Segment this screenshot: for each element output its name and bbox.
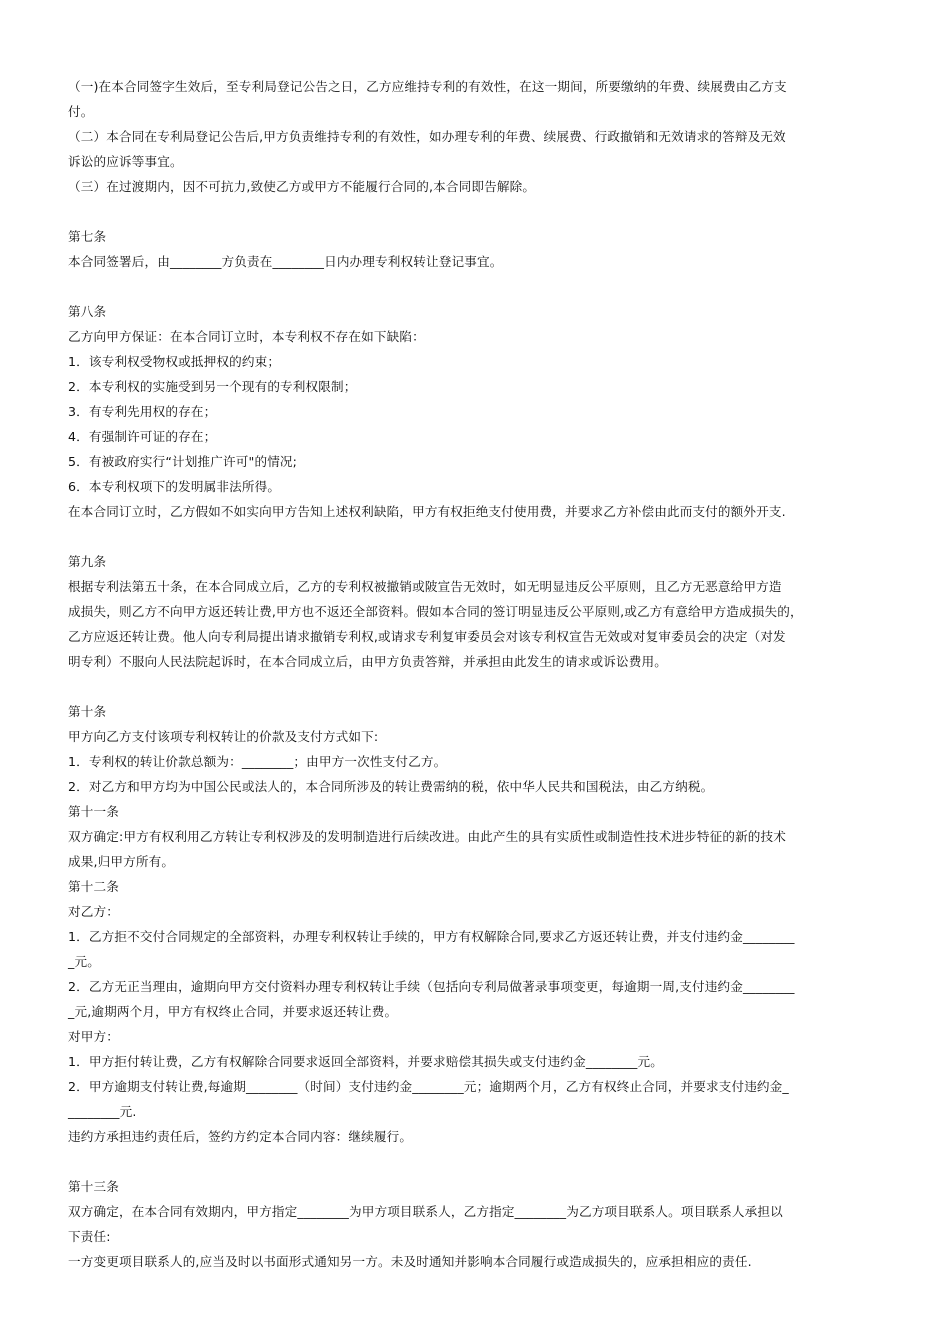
blank-line — [68, 274, 890, 299]
text-line: 第十三条 — [68, 1179, 119, 1194]
text-line: 1．专利权的转让价款总额为：________；由甲方一次性支付乙方。 — [68, 754, 447, 769]
text-line: 本合同签署后，由________方负责在________日内办理专利权转让登记事宜。 — [68, 254, 503, 269]
text-line: （二）本合同在专利局登记公告后,甲方负责维持专利的有效性，如办理专利的年费、续展费、行政撤销和无效请求的答辩及无效 — [68, 129, 786, 144]
text-line: 双方确定，在本合同有效期内，甲方指定________为甲方项目联系人，乙方指定________为乙方项目联系人。项目联系人承担以 — [68, 1204, 783, 1219]
text-line: （一)在本合同签字生效后，至专利局登记公告之日，乙方应维持专利的有效性，在这一期间，所要缴纳的年费、续展费由乙方支 — [68, 79, 787, 94]
text-line: 5．有被政府实行“计划推广许可"的情况; — [68, 454, 298, 469]
text-line: 双方确定:甲方有权利用乙方转让专利权涉及的发明制造进行后续改进。由此产生的具有实质性或制造性技术进步特征的新的技术 — [68, 829, 787, 844]
text-line: _元,逾期两个月，甲方有权终止合同，并要求返还转让费。 — [68, 1004, 398, 1019]
text-line: 乙方向甲方保证：在本合同订立时，本专利权不存在如下缺陷： — [68, 329, 425, 344]
contract-page — [68, 74, 890, 1274]
text-line: 对乙方： — [68, 904, 119, 919]
text-line: 违约方承担违约责任后，签约方约定本合同内容：继续履行。 — [68, 1129, 413, 1144]
text-line: 明专利）不服向人民法院起诉时，在本合同成立后，由甲方负责答辩，并承担由此发生的请求或诉讼费用。 — [68, 654, 667, 669]
text-line: 第八条 — [68, 304, 107, 319]
text-line: 诉讼的应诉等事宜。 — [68, 154, 183, 169]
text-line: 3．有专利先用权的存在； — [68, 404, 217, 419]
text-line: 2．乙方无正当理由，逾期向甲方交付资料办理专利权转让手续（包括向专利局做著录事项变更，每逾期一周,支付违约金________ — [68, 979, 795, 994]
text-line: 1．甲方拒付转让费，乙方有权解除合同要求返回全部资料，并要求赔偿其损失或支付违约金________元。 — [68, 1054, 663, 1069]
text-line: 付。 — [68, 104, 94, 119]
text-line: 甲方向乙方支付该项专利权转让的价款及支付方式如下: — [68, 729, 379, 744]
text-line: 2．对乙方和甲方均为中国公民或法人的，本合同所涉及的转让费需纳的税，依中华人民共和国税法，由乙方纳税。 — [68, 779, 714, 794]
text-line: 第七条 — [68, 229, 107, 244]
text-line: 2．甲方逾期支付转让费,每逾期________（时间）支付违约金________元；逾期两个月，乙方有权终止合同，并要求支付违约金_ — [68, 1079, 789, 1094]
text-line: 乙方应返还转让费。他人向专利局提出请求撤销专利权,或请求专利复审委员会对该专利权宣告无效或对复审委员会的决定（对发 — [68, 629, 786, 644]
text-line: 第十一条 — [68, 804, 119, 819]
text-line: 2．本专利权的实施受到另一个现有的专利权限制； — [68, 379, 357, 394]
text-line: 1．该专利权受物权或抵押权的约束； — [68, 354, 281, 369]
text-line: 4．有强制许可证的存在； — [68, 429, 217, 444]
text-line: （三）在过渡期内，因不可抗力,致使乙方或甲方不能履行合同的,本合同即告解除。 — [68, 179, 536, 194]
text-line: 根据专利法第五十条，在本合同成立后，乙方的专利权被撤销或陂宣告无效时，如无明显违反公平原则，且乙方无恶意给甲方造 — [68, 579, 782, 594]
text-line: 6．本专利权项下的发明属非法所得。 — [68, 479, 281, 494]
blank-line — [68, 1149, 890, 1174]
text-line: 对甲方： — [68, 1029, 119, 1044]
text-line: _元。 — [68, 954, 100, 969]
text-line: 第九条 — [68, 554, 107, 569]
text-line: 一方变更项目联系人的,应当及时以书面形式通知另一方。未及时通知并影响本合同履行或造成损失的，应承担相应的责任. — [68, 1254, 752, 1269]
text-line: 1．乙方拒不交付合同规定的全部资料，办理专利权转让手续的，甲方有权解除合同,要求乙方返还转让费，并支付违约金________ — [68, 929, 795, 944]
text-line: 成损失，则乙方不向甲方返还转让费,甲方也不返还全部资料。假如本合同的签订明显违反公平原则,或乙方有意给甲方造成损失的， — [68, 604, 803, 619]
blank-line — [68, 199, 890, 224]
text-line: 下责任: — [68, 1229, 111, 1244]
text-line: 成果,归甲方所有。 — [68, 854, 175, 869]
blank-line — [68, 674, 890, 699]
text-line: 第十二条 — [68, 879, 119, 894]
text-line: 第十条 — [68, 704, 107, 719]
blank-line — [68, 524, 890, 549]
text-line: ________元. — [68, 1104, 137, 1119]
text-line: 在本合同订立时，乙方假如不如实向甲方告知上述权利缺陷，甲方有权拒绝支付使用费，并要求乙方补偿由此而支付的额外开支. — [68, 504, 786, 519]
